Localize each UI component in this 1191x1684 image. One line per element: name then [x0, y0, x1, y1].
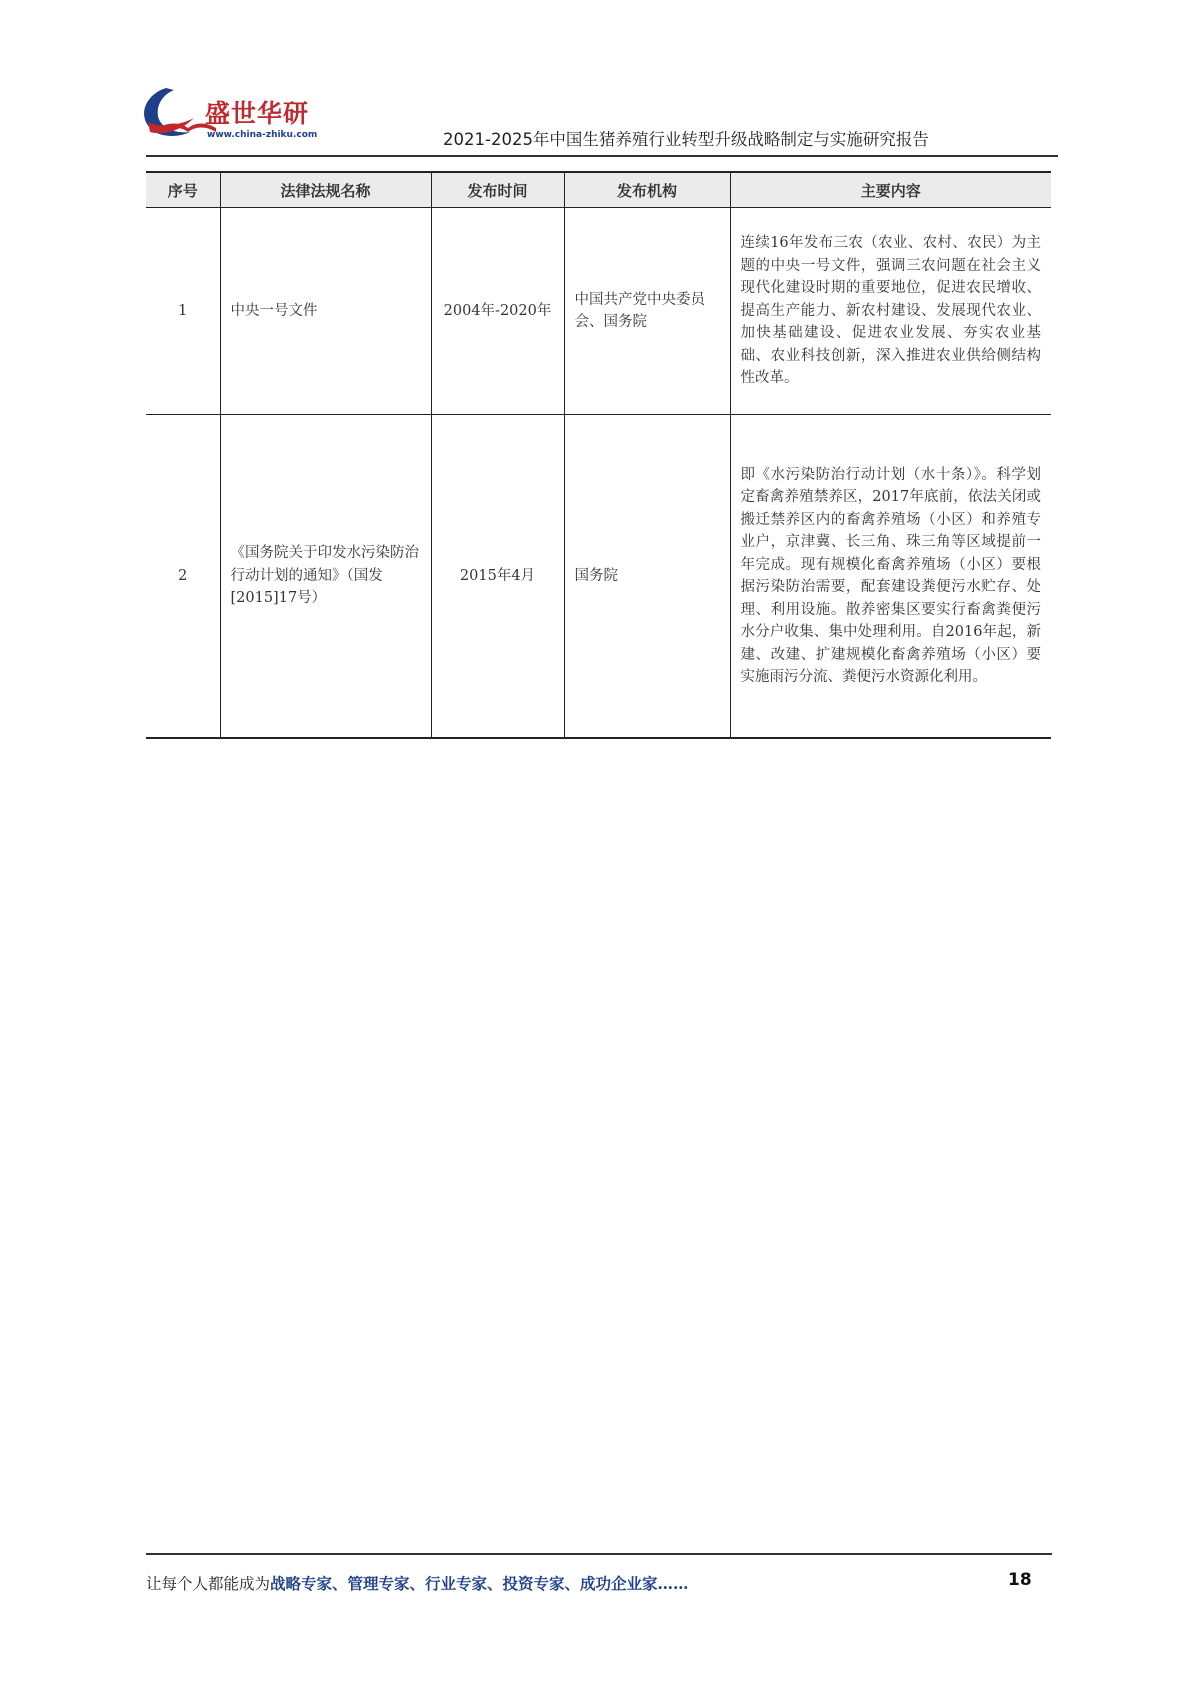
page-number: 18 — [1008, 1570, 1032, 1590]
cell-issuer: 国务院 — [564, 415, 730, 739]
table-header-row — [146, 172, 1051, 208]
cell-content: 连续16年发布三农（农业、农村、农民）为主题的中央一号文件，强调三农问题在社会主义现代化建设时期的重要地位，促进农民增收、提高生产能力、新农村建设、发展现代农业、加快基础建设、促进农业发展、夯实农业基础、农业科技创新，深入推进农业供给侧结构性改革。 — [730, 208, 1051, 415]
cell-name: 《国务院关于印发水污染防治行动计划的通知》（国发[2015]17号） — [220, 415, 431, 739]
report-title: 2021-2025年中国生猪养殖行业转型升级战略制定与实施研究报告 — [443, 130, 929, 149]
logo-name: 盛世华研 — [205, 99, 310, 128]
regulations-table — [146, 171, 1051, 739]
logo-url: www.china-zhiku.com — [207, 130, 318, 140]
table-row — [146, 208, 1051, 415]
cell-date: 2015年4月 — [431, 415, 564, 739]
cell-date: 2004年-2020年 — [431, 208, 564, 415]
cell-issuer: 中国共产党中央委员会、国务院 — [564, 208, 730, 415]
footer-divider — [146, 1553, 1052, 1555]
header-divider — [146, 155, 1058, 157]
slogan-prefix: 让每个人都能成为 — [146, 1575, 271, 1593]
footer-slogan — [146, 1572, 689, 1594]
column-header-date: 发布时间 — [431, 172, 564, 208]
column-header-issuer: 发布机构 — [564, 172, 730, 208]
column-header-name: 法律法规名称 — [220, 172, 431, 208]
cell-index: 2 — [146, 415, 220, 739]
table-row — [146, 415, 1051, 739]
slogan-highlight: 战略专家、管理专家、行业专家、投资专家、成功企业家…… — [270, 1574, 689, 1593]
column-header-content: 主要内容 — [730, 172, 1051, 208]
cell-name: 中央一号文件 — [220, 208, 431, 415]
cell-index: 1 — [146, 208, 220, 415]
cell-content: 即《水污染防治行动计划（水十条）》。科学划定畜禽养殖禁养区，2017年底前，依法关闭或搬迁禁养区内的畜禽养殖场（小区）和养殖专业户，京津冀、长三角、珠三角等区域提前一年完成。现有规模化畜禽养殖场（小区）要根据污染防治需要，配套建设粪便污水贮存、处理、利用设施。散养密集区要实行畜禽粪便污水分户收集、集中处理利用。自2016年起，新建、改建、扩建规模化畜禽养殖场（小区）要实施雨污分流、粪便污水资源化利用。 — [730, 415, 1051, 739]
column-header-index: 序号 — [146, 172, 220, 208]
